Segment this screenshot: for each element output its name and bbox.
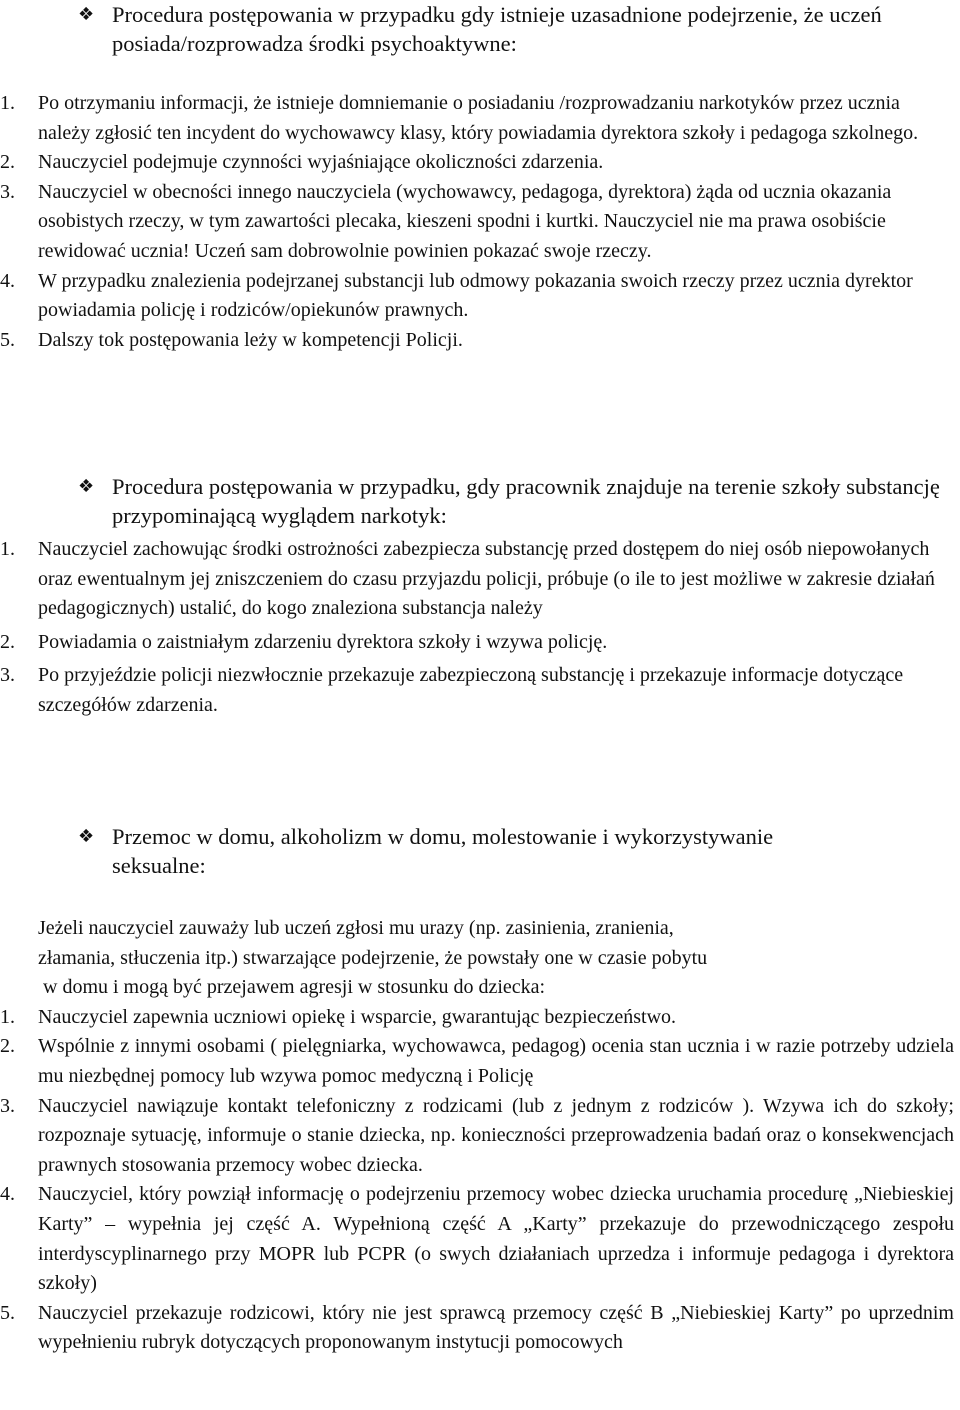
list-item <box>0 1032 960 1091</box>
list-text: Po przyjeździe policji niezwłocznie przekazuje zabezpieczoną substancję i przekazuje informacje dotyczące szczegółów zdarzenia. <box>38 664 904 716</box>
list-text: Nauczyciel zachowując środki ostrożności zabezpiecza substancję przed dostępem do niej osób niepowołanych oraz ewentualnym jej zniszczeniem do czasu przyjazdu policji, próbuje (o ile to jest możliwe w zakresie działań pedagogicznych) ustalić, do kogo znaleziona substancja należy <box>38 538 935 620</box>
list-number: 3. <box>0 664 15 687</box>
list-item <box>0 1299 960 1358</box>
list-text: Nauczyciel przekazuje rodzicowi, który nie jest sprawcą przemocy część B „Niebieskiej Karty” po uprzednim wypełnieniu rubryk dotyczących proponowanym instytucji pomocowych <box>38 1301 954 1354</box>
section-heading-text: Procedura postępowania w przypadku gdy istnieje uzasadnione podejrzenie, że uczeń posiada/rozprowadza środki psychoaktywne: <box>112 2 882 56</box>
section-heading-text: Przemoc w domu, alkoholizm w domu, molestowanie i wykorzystywanie seksualne: <box>112 824 774 878</box>
section-heading <box>0 822 960 880</box>
list-text: Po otrzymaniu informacji, że istnieje domniemanie o posiadaniu /rozprowadzaniu narkotyków przez ucznia należy zgłosić ten incydent do wychowawcy klasy, który powiadamia dyrektora szkoły i pedagoga szkolnego. <box>38 92 919 144</box>
list-item <box>0 535 960 624</box>
list-item <box>0 628 960 658</box>
list-text: Powiadamia o zaistniałym zdarzeniu dyrektora szkoły i wzywa policję. <box>38 630 608 653</box>
section-heading <box>0 472 960 530</box>
list-number: 3. <box>0 1094 15 1117</box>
list-item <box>0 326 960 356</box>
list-text: Nauczyciel w obecności innego nauczyciela (wychowawcy, pedagoga, dyrektora) żąda od ucznia okazania osobistych rzeczy, w tym zawartości plecaka, kieszeni spodni i kurtki. Nauczyciel nie ma prawa osobiście rewidować ucznia! Uczeń sam dobrowolnie powinien pokazać swoje rzeczy. <box>38 180 892 262</box>
intro-line: złamania, stłuczenia itp.) stwarzające podejrzenie, że powstały one w czasie pobytu <box>38 946 708 969</box>
list-number: 1. <box>0 92 15 114</box>
list-number: 2. <box>0 151 15 174</box>
list-number: 5. <box>0 1301 15 1324</box>
list-text: W przypadku znalezienia podejrzanej substancji lub odmowy pokazania swoich rzeczy przez ucznia dyrektor powiadamia policję i rodziców/opiekunów prawnych. <box>38 269 913 322</box>
list-item <box>0 661 960 720</box>
diamond-bullet-icon: ❖ <box>78 4 95 25</box>
list-number: 3. <box>0 180 15 203</box>
section-domestic-violence <box>0 822 960 1358</box>
section-heading-text: Procedura postępowania w przypadku, gdy pracownik znajduje na terenie szkoły substancję przypominającą wyglądem narkotyk: <box>112 474 940 528</box>
list-text: Wspólnie z innymi osobami ( pielęgniarka, wychowawca, pedagog) ocenia stan ucznia i w razie potrzeby udziela mu niezbędnej pomocy lub wzywa pomoc medyczną i Policję <box>38 1035 954 1087</box>
diamond-bullet-icon: ❖ <box>78 476 95 497</box>
section-intro <box>0 914 960 1003</box>
list-text: Nauczyciel nawiązuje kontakt telefoniczny z rodzicami (lub z jednym z rodziców ). Wzywa ich do szkoły; rozpoznaje sytuację, informuje o stanie dziecka, np. konieczności przeprowadzenia badań oraz o konsekwencjach prawnych stosowania przemocy wobec dziecka. <box>38 1094 954 1176</box>
diamond-bullet-icon: ❖ <box>78 826 95 847</box>
list-text: Nauczyciel, który powziął informację o podejrzeniu przemocy wobec dziecka uruchamia procedurę „Niebieskiej Karty” – wypełnia jej część A. Wypełnioną część A „Karty” przekazuje do przewodniczącego zespołu interdyscyplinarnego przy MOPR lub PCPR (o swych działaniach uprzedza i informuje pedagoga i dyrektora szkoły) <box>38 1183 954 1295</box>
list-text: Nauczyciel podejmuje czynności wyjaśniające okoliczności zdarzenia. <box>38 151 604 174</box>
list-number: 5. <box>0 328 15 351</box>
intro-line: w domu i mogą być przejawem agresji w stosunku do dziecka: <box>38 976 546 999</box>
list-item <box>0 148 960 178</box>
list-number: 1. <box>0 1005 15 1028</box>
list-item <box>0 1092 960 1181</box>
list-number: 4. <box>0 1183 15 1206</box>
list-text: Nauczyciel zapewnia uczniowi opiekę i wsparcie, gwarantując bezpieczeństwo. <box>38 1005 677 1028</box>
list-item <box>0 1003 960 1033</box>
list-item <box>0 178 960 267</box>
list-number: 4. <box>0 269 15 292</box>
list-number: 2. <box>0 1035 15 1058</box>
list-item <box>0 89 960 148</box>
section-psychoactive-substances <box>0 0 960 355</box>
list-text: Dalszy tok postępowania leży w kompetencji Policji. <box>38 328 463 351</box>
intro-line: Jeżeli nauczyciel zauważy lub uczeń zgłosi mu urazy (np. zasinienia, zranienia, <box>38 917 674 939</box>
section-heading <box>0 0 960 58</box>
list-item <box>0 267 960 326</box>
list-item <box>0 1180 960 1298</box>
list-number: 2. <box>0 630 15 653</box>
section-found-substance <box>0 472 960 721</box>
list-number: 1. <box>0 538 15 560</box>
